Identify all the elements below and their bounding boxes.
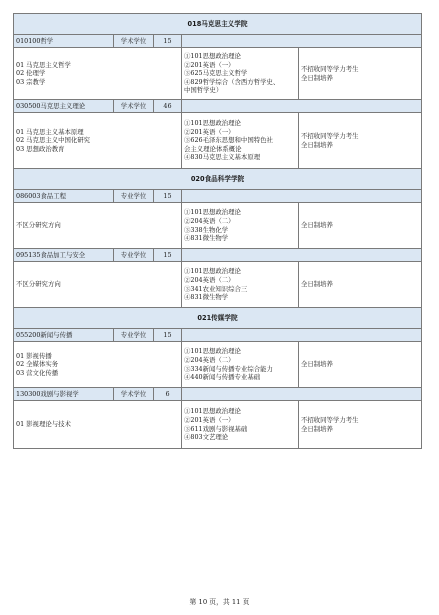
- program-row: [14, 329, 422, 342]
- remarks: [299, 113, 422, 169]
- program-row: [14, 190, 422, 203]
- program-detail-row: [14, 401, 422, 449]
- remark-line: 不招收同等学力考生: [301, 131, 359, 140]
- direction-line: 01 影视传播: [16, 351, 52, 360]
- program-detail-row: [14, 113, 422, 169]
- degree-type: 学术学位: [114, 35, 154, 48]
- section-header-row: [14, 308, 422, 329]
- exam-line: ④830马克思主义基本原理: [184, 153, 261, 162]
- exam-line: ①101思想政治理论: [184, 52, 241, 61]
- exam-line: ①101思想政治理论: [184, 267, 241, 276]
- direction-line: 02 伦理学: [16, 69, 46, 78]
- enrollment-quota: 15: [154, 35, 182, 48]
- exam-subjects: [182, 342, 299, 388]
- exam-line: ③625马克思主义哲学: [184, 69, 248, 78]
- direction-line: 01 马克思主义基本原理: [16, 127, 84, 136]
- research-directions: [14, 401, 182, 449]
- program-row-blank: [182, 35, 422, 48]
- degree-type: 专业学位: [114, 190, 154, 203]
- enrollment-quota: 15: [154, 249, 182, 262]
- research-directions: [14, 203, 182, 249]
- exam-line: ④829哲学综合（含西方哲学史、: [184, 77, 280, 86]
- degree-type: 学术学位: [114, 388, 154, 401]
- remark-line: 全日制培养: [301, 140, 333, 149]
- direction-line: 03 宗教学: [16, 77, 46, 86]
- exam-line: ①101思想政治理论: [184, 407, 241, 416]
- exam-subjects: [182, 203, 299, 249]
- direction-line: 不区分研究方向: [16, 280, 61, 289]
- exam-line: ②201英语（一）: [184, 127, 235, 136]
- direction-line: 03 营文化传播: [16, 368, 59, 377]
- exam-line: ④440新闻与传播专业基础: [184, 373, 261, 382]
- enrollment-quota: 15: [154, 190, 182, 203]
- exam-subjects: [182, 48, 299, 100]
- remarks: [299, 262, 422, 308]
- remarks: [299, 342, 422, 388]
- enrollment-quota: 46: [154, 100, 182, 113]
- exam-line: ③341农业知识综合三: [184, 284, 248, 293]
- direction-line: 02 全媒体实务: [16, 360, 59, 369]
- page-footer: 第 10 页，共 11 页: [189, 598, 250, 606]
- direction-line: 02 马克思主义中国化研究: [16, 136, 91, 145]
- exam-line: ③626毛泽东思想和中国特色社: [184, 136, 273, 145]
- degree-type: 学术学位: [114, 100, 154, 113]
- program-row: [14, 249, 422, 262]
- program-row-blank: [182, 388, 422, 401]
- program-code-name: 130300戏剧与影视学: [14, 388, 114, 401]
- direction-line: 不区分研究方向: [16, 221, 61, 230]
- program-code-name: 055200新闻与传播: [14, 329, 114, 342]
- remark-line: 全日制培养: [301, 360, 333, 369]
- exam-line: 中国哲学史）: [184, 86, 223, 95]
- enrollment-quota: 15: [154, 329, 182, 342]
- exam-subjects: [182, 262, 299, 308]
- admissions-table: [13, 13, 422, 449]
- remark-line: 全日制培养: [301, 280, 333, 289]
- section-title: 020食品科学学院: [14, 169, 422, 190]
- exam-line: ②201英语（一）: [184, 60, 235, 69]
- program-code-name: 095135食品加工与安全: [14, 249, 114, 262]
- exam-line: ③334新闻与传播专业综合能力: [184, 364, 273, 373]
- program-row-blank: [182, 100, 422, 113]
- section-header-row: [14, 14, 422, 35]
- exam-line: 会主义理论体系概论: [184, 144, 242, 153]
- direction-line: 01 马克思主义哲学: [16, 60, 71, 69]
- remarks: [299, 48, 422, 100]
- exam-line: ④803文艺理论: [184, 433, 229, 442]
- exam-line: ④831微生物学: [184, 234, 229, 243]
- exam-line: ③611戏剧与影视基础: [184, 424, 248, 433]
- program-row: [14, 35, 422, 48]
- remark-line: 不招收同等学力考生: [301, 415, 359, 424]
- direction-line: 01 影视理论与技术: [16, 420, 71, 429]
- degree-type: 专业学位: [114, 249, 154, 262]
- program-detail-row: [14, 262, 422, 308]
- remark-line: 不招收同等学力考生: [301, 64, 359, 73]
- exam-line: ④831微生物学: [184, 293, 229, 302]
- exam-line: ②201英语（一）: [184, 415, 235, 424]
- degree-type: 专业学位: [114, 329, 154, 342]
- exam-line: ②204英语（二）: [184, 275, 235, 284]
- research-directions: [14, 262, 182, 308]
- program-detail-row: [14, 203, 422, 249]
- exam-line: ②204英语（二）: [184, 216, 235, 225]
- research-directions: [14, 113, 182, 169]
- program-row-blank: [182, 329, 422, 342]
- section-header-row: [14, 169, 422, 190]
- section-title: 021传媒学院: [14, 308, 422, 329]
- table-body: [14, 14, 422, 449]
- exam-subjects: [182, 401, 299, 449]
- remark-line: 全日制培养: [301, 424, 333, 433]
- remarks: [299, 401, 422, 449]
- program-code-name: 086003食品工程: [14, 190, 114, 203]
- admissions-table-sheet: [13, 13, 421, 449]
- program-code-name: 030500马克思主义理论: [14, 100, 114, 113]
- research-directions: [14, 48, 182, 100]
- program-code-name: 010100哲学: [14, 35, 114, 48]
- exam-line: ③338生物化学: [184, 225, 229, 234]
- section-title: 018马克思主义学院: [14, 14, 422, 35]
- program-row: [14, 388, 422, 401]
- research-directions: [14, 342, 182, 388]
- program-detail-row: [14, 342, 422, 388]
- remarks: [299, 203, 422, 249]
- program-row-blank: [182, 249, 422, 262]
- enrollment-quota: 6: [154, 388, 182, 401]
- program-row: [14, 100, 422, 113]
- program-detail-row: [14, 48, 422, 100]
- exam-line: ①101思想政治理论: [184, 119, 241, 128]
- direction-line: 03 思想政治教育: [16, 144, 65, 153]
- exam-line: ②204英语（二）: [184, 355, 235, 364]
- exam-line: ①101思想政治理论: [184, 347, 241, 356]
- exam-subjects: [182, 113, 299, 169]
- remark-line: 全日制培养: [301, 221, 333, 230]
- remark-line: 全日制培养: [301, 73, 333, 82]
- program-row-blank: [182, 190, 422, 203]
- exam-line: ①101思想政治理论: [184, 208, 241, 217]
